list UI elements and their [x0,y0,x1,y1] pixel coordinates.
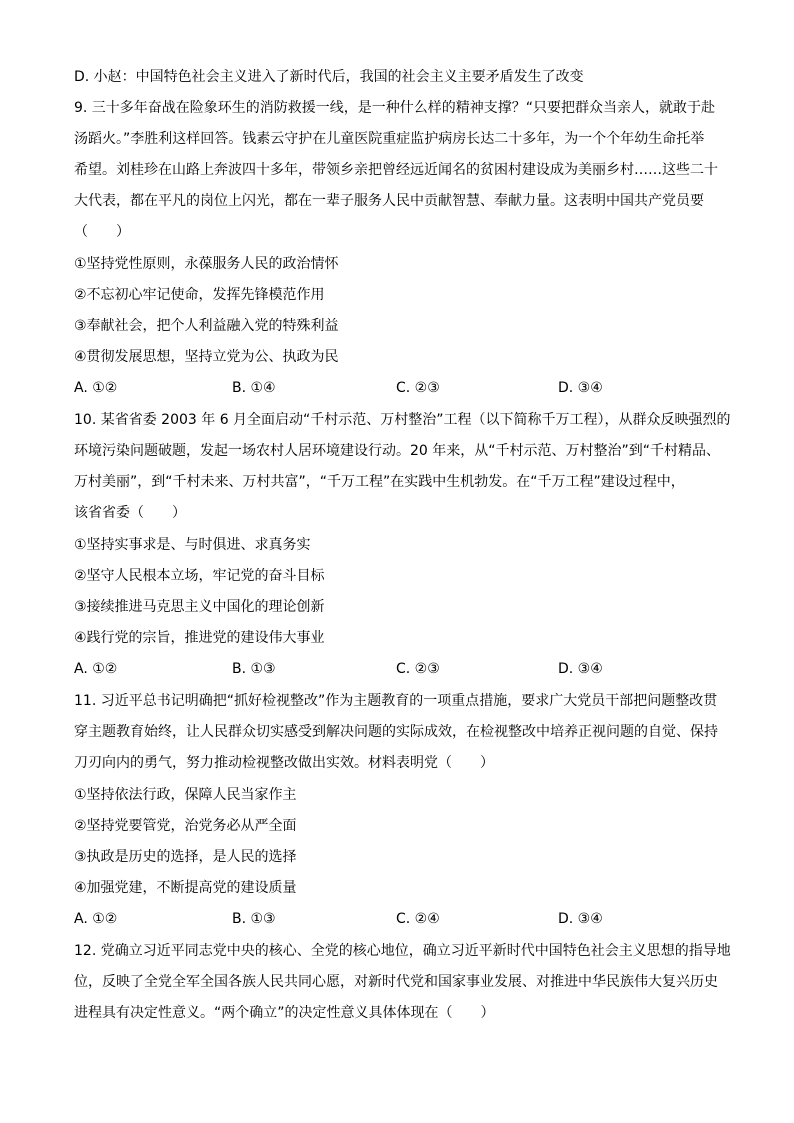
q10-choice-b: B. ①③ [232,661,276,677]
q11-statement-4: ④加强党建，不断提高党的建设质量 [74,880,297,896]
q11-stem-line-1: 11. 习近平总书记明确把“抓好检视整改”作为主题教育的一项重点措施，要求广大党员干部把问题整改贯 [74,693,718,709]
q11-stem-line-3: 刀刃向内的勇气，努力推动检视整改做出实效。材料表明党（ ） [74,755,494,771]
q9-choice-b: B. ①④ [232,380,276,396]
q9-statement-2: ②不忘初心牢记使命，发挥先锋模范作用 [74,287,325,303]
q8-option-d: D. 小赵：中国特色社会主义进入了新时代后，我国的社会主义主要矛盾发生了改变 [74,69,584,85]
q11-choice-a: A. ①② [74,911,118,927]
q10-choice-c: C. ②③ [396,661,440,677]
q9-stem-line-3: 希望。刘桂珍在山路上奔波四十多年，带领乡亲把曾经远近闻名的贫困村建设成为美丽乡村……这些二十 [74,162,718,178]
q10-stem-line-4: 该省省委（ ） [74,505,186,521]
q9-stem-line-4: 大代表，都在平凡的岗位上闪光，都在一辈子服务人民中贡献智慧、奉献力量。这表明中国共产党员要 [74,193,704,209]
q10-choice-a: A. ①② [74,661,118,677]
q11-choice-d: D. ③④ [558,911,603,927]
q9-stem-line-1: 9. 三十多年奋战在险象环生的消防救援一线，是一种什么样的精神支撑？“只要把群众当亲人，就敢于赴 [74,100,716,116]
q11-choice-c: C. ②④ [396,911,440,927]
q10-choice-d: D. ③④ [558,661,603,677]
q9-stem-line-2: 汤蹈火。”李胜利这样回答。钱素云守护在儿童医院重症监护病房长达二十多年，为一个个年幼生命托举 [74,131,705,147]
q11-choice-b: B. ①③ [232,911,276,927]
q9-choice-c: C. ②③ [396,380,440,396]
q10-stem-line-2: 环境污染问题破题，发起一场农村人居环境建设行动。20 年来，从“千村示范、万村整治”到“千村精品、 [74,443,721,459]
q9-statement-4: ④贯彻发展思想，坚持立党为公、执政为民 [74,349,339,365]
q9-statement-3: ③奉献社会，把个人利益融入党的特殊利益 [74,318,339,334]
q9-choice-a: A. ①② [74,380,118,396]
q10-statement-2: ②坚守人民根本立场，牢记党的奋斗目标 [74,568,325,584]
q10-statement-3: ③接续推进马克思主义中国化的理论创新 [74,599,325,615]
q12-stem-line-3: 进程具有决定性意义。“两个确立”的决定性意义具体体现在（ ） [74,1005,495,1021]
q11-statement-3: ③执政是历史的选择，是人民的选择 [74,849,297,865]
q10-stem-line-3: 万村美丽”，到“千村未来、万村共富”，“千万工程”在实践中生机勃发。在“千万工程”建设过程中， [74,474,685,490]
q10-statement-1: ①坚持实事求是、与时俱进、求真务实 [74,537,311,553]
q11-statement-2: ②坚持党要管党，治党务必从严全面 [74,818,297,834]
q9-choice-d: D. ③④ [558,380,603,396]
q11-stem-line-2: 穿主题教育始终，让人民群众切实感受到解决问题的实际成效，在检视整改中培养正视问题的自觉、保持 [74,724,718,740]
q12-stem-line-1: 12. 党确立习近平同志党中央的核心、全党的核心地位，确立习近平新时代中国特色社会主义思想的指导地 [74,943,731,959]
q11-statement-1: ①坚持依法行政，保障人民当家作主 [74,787,297,803]
q10-stem-line-1: 10. 某省省委 2003 年 6 月全面启动“千村示范、万村整治”工程（以下简称千万工程），从群众反映强烈的 [74,412,731,428]
q9-statement-1: ①坚持党性原则，永葆服务人民的政治情怀 [74,256,339,272]
q10-statement-4: ④践行党的宗旨，推进党的建设伟大事业 [74,630,325,646]
q9-stem-line-5: （ ） [74,224,130,240]
q12-stem-line-2: 位，反映了全党全军全国各族人民共同心愿，对新时代党和国家事业发展、对推进中华民族伟大复兴历史 [74,974,718,990]
